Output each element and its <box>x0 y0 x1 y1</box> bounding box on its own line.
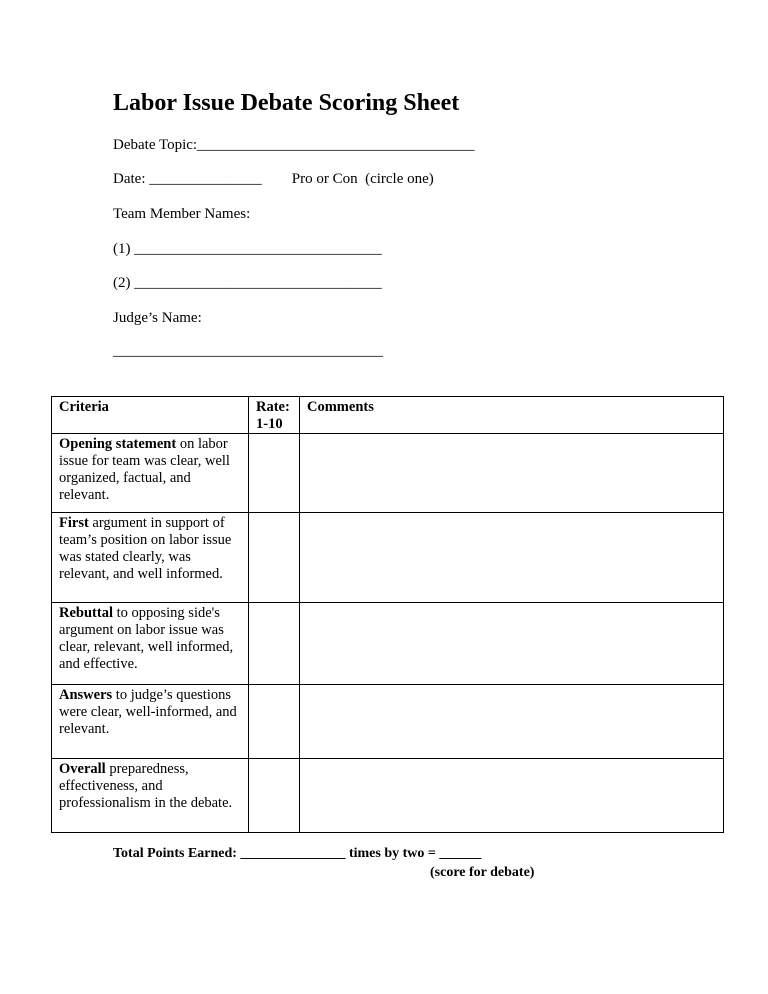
criteria-cell <box>52 603 249 685</box>
criteria-bold: Overall <box>59 761 106 777</box>
criteria-text: on labor issue for team was clear, well organized, factual, and relevant. <box>59 436 230 503</box>
comments-cell[interactable] <box>300 759 724 833</box>
comments-cell[interactable] <box>300 434 724 513</box>
pro-con-choice[interactable]: Pro or Con (circle one) <box>291 171 434 187</box>
comments-cell[interactable] <box>300 603 724 685</box>
criteria-cell <box>52 434 249 513</box>
table-row <box>52 759 724 833</box>
criteria-bold: Opening statement <box>59 436 177 452</box>
rate-cell[interactable] <box>249 685 300 759</box>
page-title: Labor Issue Debate Scoring Sheet <box>113 90 460 116</box>
table-row <box>52 513 724 603</box>
criteria-text: preparedness, effectiveness, and professionalism in the debate. <box>59 761 233 811</box>
rate-cell[interactable] <box>249 434 300 513</box>
criteria-bold: First <box>59 515 89 531</box>
comments-cell[interactable] <box>300 513 724 603</box>
date-row <box>113 171 434 188</box>
criteria-text: argument in support of team’s position on labor issue was stated clearly, was relevant, and well informed. <box>59 515 232 582</box>
criteria-text: to judge’s questions were clear, well-informed, and relevant. <box>59 687 237 737</box>
score-note: (score for debate) <box>430 865 535 880</box>
comments-header: Comments <box>300 397 724 434</box>
table-row <box>52 603 724 685</box>
team-member-1-field[interactable]: (1) _________________________________ <box>113 241 382 257</box>
table-row <box>52 685 724 759</box>
criteria-bold: Rebuttal <box>59 605 113 621</box>
judge-name-field[interactable]: ____________________________________ <box>113 343 383 359</box>
criteria-cell <box>52 513 249 603</box>
team-member-names-label: Team Member Names: <box>113 206 251 222</box>
date-field[interactable]: Date: _______________ <box>113 171 262 187</box>
debate-topic-field[interactable]: Debate Topic:_____________________________________ <box>113 137 475 153</box>
judge-name-label: Judge’s Name: <box>113 310 202 326</box>
criteria-header: Criteria <box>52 397 249 434</box>
table-row <box>52 434 724 513</box>
rate-header: Rate: 1-10 <box>249 397 300 434</box>
rate-cell[interactable] <box>249 603 300 685</box>
criteria-cell <box>52 759 249 833</box>
total-points-line[interactable]: Total Points Earned: _______________ times by two = ______ <box>113 846 482 861</box>
rate-cell[interactable] <box>249 513 300 603</box>
comments-cell[interactable] <box>300 685 724 759</box>
criteria-text: to opposing side's argument on labor issue was clear, relevant, well informed, and effective. <box>59 605 234 672</box>
scoring-table <box>51 396 724 833</box>
criteria-cell <box>52 685 249 759</box>
rate-cell[interactable] <box>249 759 300 833</box>
team-member-2-field[interactable]: (2) _________________________________ <box>113 275 382 291</box>
table-header-row <box>52 397 724 434</box>
criteria-bold: Answers <box>59 687 113 703</box>
